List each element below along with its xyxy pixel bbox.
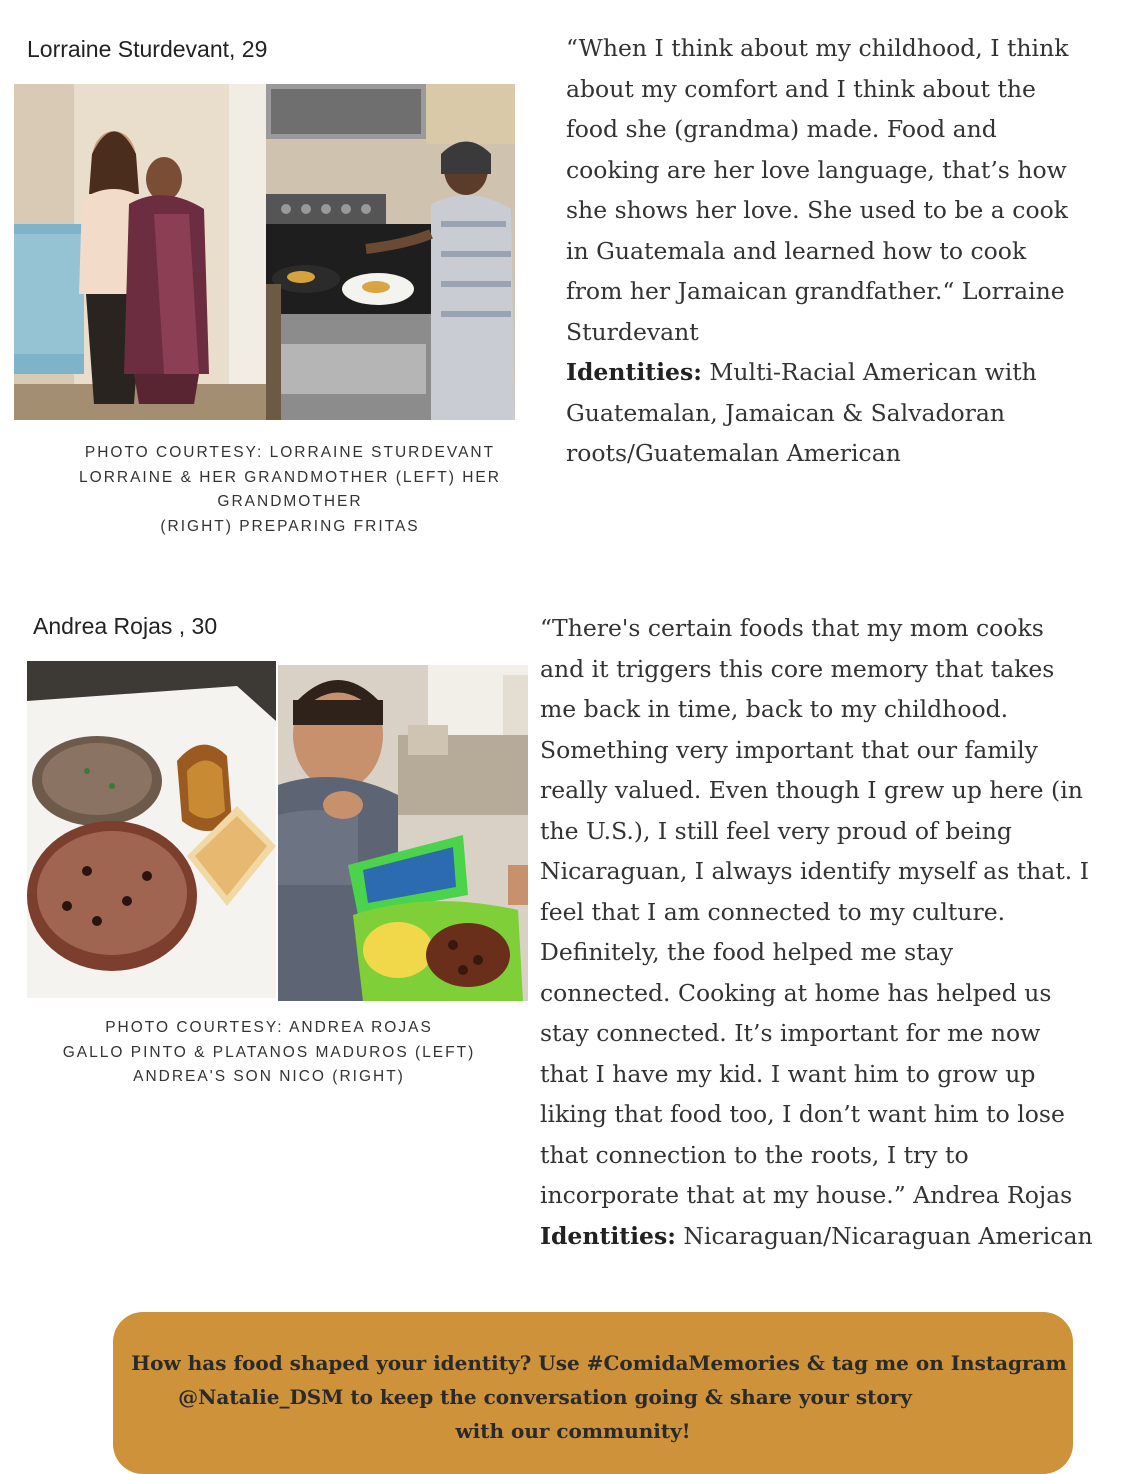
identities-value: Nicaraguan/Nicaraguan American: [675, 1221, 1093, 1250]
cta-line: with our community!: [455, 1419, 691, 1443]
quote-line: incorporate that at my house.” Andrea Rojas: [540, 1181, 1073, 1209]
photo-lorraine-and-grandmother: [14, 84, 266, 420]
quote-andrea: [540, 608, 1093, 1256]
quote-line: from her Jamaican grandfather.“ Lorraine: [566, 277, 1065, 305]
photo-caption-andrea: [34, 1016, 504, 1090]
quote-line: that I have my kid. I want him to grow up: [540, 1059, 1036, 1088]
quote-line: Nicaraguan, I always identify myself as that. I: [540, 857, 1089, 885]
quote-line: cooking are her love language, that’s how: [566, 155, 1067, 184]
quote-line: feel that I am connected to my culture.: [540, 897, 1006, 926]
caption-line: ANDREA'S SON NICO (RIGHT): [133, 1068, 405, 1085]
photo-andreas-son-nico: [278, 665, 528, 1001]
identities-label: Identities:: [540, 1221, 676, 1250]
quote-line: in Guatemala and learned how to cook: [566, 236, 1027, 265]
quote-line: me back in time, back to my childhood.: [540, 695, 1009, 723]
call-to-action-text: [113, 1346, 1073, 1448]
quote-lorraine: [566, 28, 1068, 474]
photo-caption-lorraine: [60, 441, 520, 539]
caption-line: PHOTO COURTESY: ANDREA ROJAS: [105, 1019, 433, 1036]
identities-value: Multi-Racial American with: [701, 358, 1037, 386]
quote-line: and it triggers this core memory that takes: [540, 654, 1055, 683]
quote-line: really valued. Even though I grew up here (in: [540, 776, 1083, 804]
caption-line: LORRAINE & HER GRANDMOTHER (LEFT) HER: [79, 468, 501, 486]
identities-label: Identities:: [566, 358, 702, 386]
cta-line: How has food shaped your identity? Use #ComidaMemories & tag me on Instagram: [131, 1351, 1067, 1375]
quote-line: food she (grandma) made. Food and: [566, 115, 997, 143]
quote-line: the U.S.), I still feel very proud of being: [540, 816, 1012, 845]
quote-line: that connection to the roots, I try to: [540, 1140, 969, 1169]
person-name-andrea: Andrea Rojas , 30: [33, 613, 218, 639]
identities-line: [566, 352, 1068, 393]
quote-line: Definitely, the food helped me stay: [540, 938, 953, 966]
caption-line: PHOTO COURTESY: LORRAINE STURDEVANT: [84, 444, 496, 461]
identities-line: roots/Guatemalan American: [566, 439, 901, 467]
caption-line: GALLO PINTO & PLATANOS MADUROS (LEFT): [62, 1043, 476, 1061]
quote-line: connected. Cooking at home has helped us: [540, 978, 1052, 1007]
quote-line: stay connected. It’s important for me now: [540, 1019, 1041, 1047]
call-to-action-banner: [113, 1312, 1073, 1474]
identities-line: Guatemalan, Jamaican & Salvadoran: [566, 398, 1006, 427]
caption-line: (RIGHT) PREPARING FRITAS: [160, 517, 420, 535]
quote-line: she shows her love. She used to be a cook: [566, 196, 1068, 224]
quote-line: Something very important that our family: [540, 735, 1038, 764]
caption-line: GRANDMOTHER: [217, 493, 363, 510]
photo-grandmother-preparing-fritas: [266, 84, 515, 420]
quote-line: “When I think about my childhood, I think: [566, 34, 1069, 62]
identities-line: [540, 1216, 1093, 1257]
quote-line: “There's certain foods that my mom cooks: [540, 614, 1044, 642]
person-name-lorraine: Lorraine Sturdevant, 29: [27, 36, 268, 62]
quote-line: liking that food too, I don’t want him to lose: [540, 1100, 1065, 1128]
quote-line: Sturdevant: [566, 317, 699, 346]
cta-line: @Natalie_DSM to keep the conversation going & share your story: [178, 1385, 912, 1409]
quote-line: about my comfort and I think about the: [566, 74, 1036, 103]
photo-gallo-pinto-platanos: [27, 661, 276, 998]
